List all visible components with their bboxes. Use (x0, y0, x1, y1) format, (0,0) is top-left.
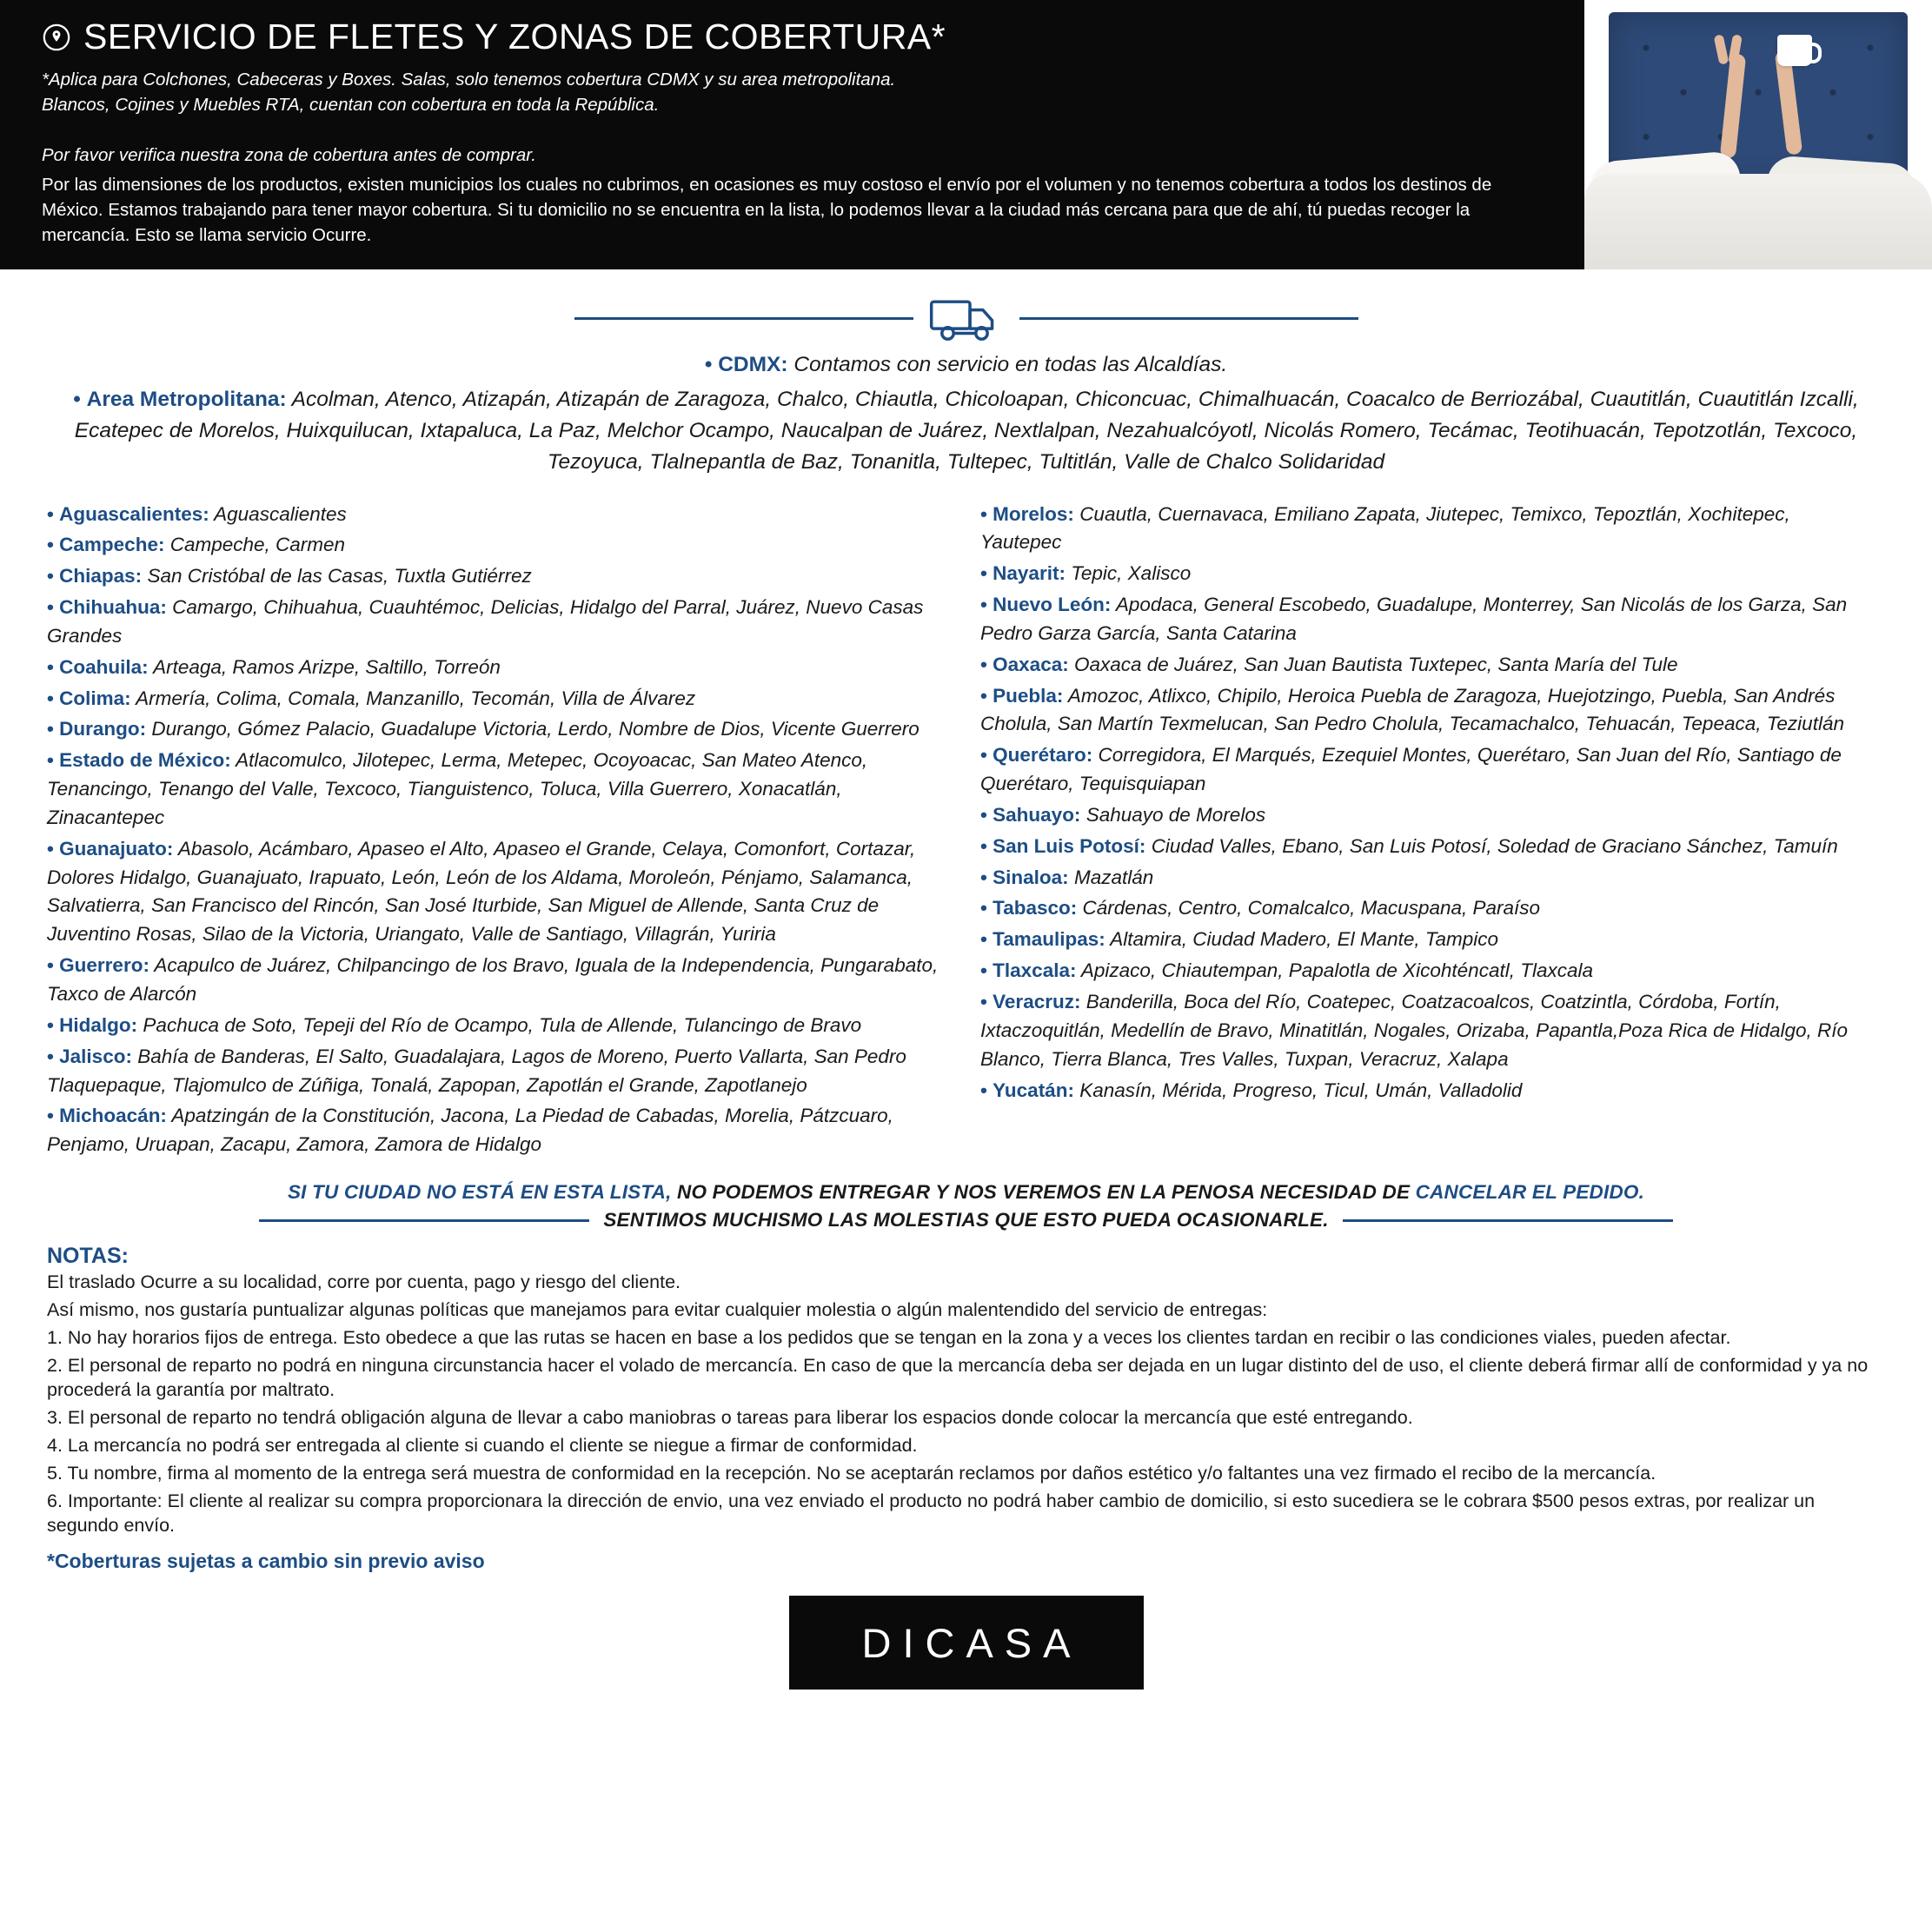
hand-peace-graphic (1715, 35, 1744, 66)
bullet: • (47, 565, 54, 588)
metro-entry (49, 384, 1883, 478)
state-cities: Banderilla, Boca del Río, Coatepec, Coatzacoalcos, Coatzintla, Córdoba, Fortín, Ixtaczoquitlán, Medellín de Bravo, Minatitlán, Nogales, Orizaba, Papantla,Poza Rica de Hidalgo, Río Blanco, Tierra Blanca, Tres Valles, Tuxpan, Veracruz, Xalapa (980, 991, 1849, 1070)
cdmx-entry (49, 349, 1883, 381)
state-label: Durango: (59, 718, 147, 740)
coverage-entry (47, 654, 942, 682)
state-cities: Acapulco de Juárez, Chilpancingo de los Bravo, Iguala de la Independencia, Pungarabato, Taxco de Alarcón (47, 954, 939, 1006)
state-label: Colima: (59, 687, 131, 709)
bullet: • (980, 991, 987, 1013)
coverage-entry (47, 501, 942, 529)
cdmx-coverage-block (0, 349, 1932, 478)
note-item: 3. El personal de reparto no tendrá obligación alguna de llevar a cabo maniobras o tareas para liberar los espacios donde colocar la mercancía que esté entregando. (47, 1406, 1413, 1428)
state-label: Hidalgo: (59, 1013, 138, 1036)
notes-intro-2: Así mismo, nos gustaría puntualizar algunas políticas que manejamos para evitar cualquier molestia o algún malentendido del servicio de entregas: (47, 1299, 1268, 1321)
coverage-entry (47, 685, 942, 714)
coverage-entry (980, 591, 1876, 648)
delivery-truck-icon (929, 292, 1004, 344)
state-cities: Kanasín, Mérida, Progreso, Ticul, Umán, Valladolid (1079, 1079, 1523, 1101)
coverage-entry (980, 926, 1876, 954)
notes-intro-1: El traslado Ocurre a su localidad, corre por cuenta, pago y riesgo del cliente. (47, 1271, 681, 1293)
truck-divider (0, 292, 1932, 344)
coverage-entry (47, 835, 942, 949)
metro-label: Area Metropolitana: (86, 387, 287, 411)
state-label: Oaxaca: (993, 653, 1069, 675)
state-cities: Ciudad Valles, Ebano, San Luis Potosí, Soledad de Graciano Sánchez, Tamuín (1151, 834, 1838, 857)
state-cities: Corregidora, El Marqués, Ezequiel Montes, Querétaro, San Juan del Río, Santiago de Querétaro, Tequisquiapan (980, 744, 1842, 795)
divider-line-right (1019, 317, 1358, 320)
state-cities: Aguascalientes (214, 502, 347, 525)
state-cities: Arteaga, Ramos Arizpe, Saltillo, Torreón (153, 655, 501, 678)
header-body-text: Por las dimensiones de los productos, existen municipios los cuales no cubrimos, en ocasiones es muy costoso el envío por el volumen y no tenemos cobertura a todos los destinos de México. Estamos trabajando para tener mayor cobertura. Si tu domicilio no se encuentra en la lista, lo podemos llevar a la ciudad más cercana para que de ahí, tú puedas recoger la mercancía. Esto se llama servicio Ocurre. (42, 174, 1492, 246)
state-label: Veracruz: (993, 991, 1081, 1013)
coverage-entry (980, 560, 1876, 588)
coverage-entry (47, 715, 942, 744)
bullet: • (980, 928, 987, 951)
state-label: Aguascalientes: (59, 502, 209, 525)
state-cities: Camargo, Chihuahua, Cuauhtémoc, Delicias, Hidalgo del Parral, Juárez, Nuevo Casas Grandes (47, 596, 924, 647)
page-title: SERVICIO DE FLETES Y ZONAS DE COBERTURA* (83, 17, 946, 56)
state-cities: Mazatlán (1073, 866, 1154, 888)
state-cities: Campeche, Carmen (169, 534, 346, 556)
state-cities: Pachuca de Soto, Tepeji del Río de Ocampo, Tula de Allende, Tulancingo de Bravo (143, 1013, 862, 1036)
state-label: Puebla: (993, 684, 1064, 707)
bullet: • (47, 596, 54, 619)
warning-rule-right (1343, 1219, 1673, 1222)
bullet: • (980, 1079, 987, 1101)
state-cities: Bahía de Banderas, El Salto, Guadalajara, Lagos de Moreno, Puerto Vallarta, San Pedro Tlaquepaque, Tlajomulco de Zúñiga, Tonalá, Zapopan, Zapotlán el Grande, Zapotlanejo (47, 1045, 906, 1096)
coverage-entry (980, 957, 1876, 986)
bullet: • (47, 837, 54, 860)
warning-apology: SENTIMOS MUCHISMO LAS MOLESTIAS QUE ESTO PUEDA OCASIONARLE. (603, 1209, 1329, 1232)
coverage-entry (47, 952, 942, 1009)
coverage-disclaimer: *Coberturas sujetas a cambio sin previo aviso (47, 1550, 485, 1573)
header-banner (0, 0, 1932, 269)
state-label: Nuevo León: (993, 594, 1112, 616)
state-label: Chihuahua: (59, 596, 167, 619)
note-item: 6. Importante: El cliente al realizar su compra proporcionara la dirección de envio, una vez enviado el producto no podrá haber cambio de domicilio, si esto sucediera se le cobrara $500 pesos extras, por realizar un segundo envío. (47, 1490, 1816, 1536)
bullet: • (47, 1045, 54, 1067)
bullet: • (980, 897, 987, 920)
coverage-entry (47, 1012, 942, 1040)
bullet: • (73, 387, 81, 411)
state-label: Jalisco: (59, 1045, 132, 1067)
state-cities: Tepic, Xalisco (1071, 562, 1192, 585)
state-cities: Apodaca, General Escobedo, Guadalupe, Monterrey, San Nicolás de los Garza, San Pedro Garza García, Santa Catarina (980, 594, 1848, 644)
bullet: • (47, 1013, 54, 1036)
state-cities: Altamira, Ciudad Madero, El Mante, Tampico (1110, 928, 1499, 951)
divider-line-left (574, 317, 913, 320)
bullet: • (980, 502, 987, 525)
state-label: Sinaloa: (993, 866, 1069, 888)
bullet: • (47, 655, 54, 678)
map-pin-icon (42, 23, 71, 52)
header-subtitle-line2: Blancos, Cojines y Muebles RTA, cuentan con cobertura en toda la República. (42, 95, 660, 116)
state-cities: Oaxaca de Juárez, San Juan Bautista Tuxtepec, Santa María del Tule (1073, 653, 1678, 675)
state-cities: Atlacomulco, Jilotepec, Lerma, Metepec, Ocoyoacac, San Mateo Atenco, Tenancingo, Tenango del Valle, Texcoco, Tianguistenco, Toluca, Villa Guerrero, Xonacatlán, Zinacantepec (47, 749, 868, 828)
coverage-entry (980, 501, 1876, 558)
coverage-column-left (47, 501, 942, 1163)
dicasa-logo: DICASA (789, 1596, 1144, 1690)
state-label: Morelos: (993, 502, 1074, 525)
bedding-graphic (1584, 174, 1932, 269)
warning-banner (0, 1181, 1932, 1232)
coverage-entry (980, 833, 1876, 861)
warning-line-1 (35, 1181, 1897, 1204)
coverage-entry (47, 531, 942, 560)
state-cities: Armería, Colima, Comala, Manzanillo, Tecomán, Villa de Álvarez (136, 687, 696, 709)
coverage-entry (980, 682, 1876, 740)
warning-part-2: NO PODEMOS ENTREGAR Y NOS VEREMOS EN LA PENOSA NECESIDAD DE (671, 1181, 1416, 1204)
coverage-entry (980, 988, 1876, 1074)
coverage-entry (980, 864, 1876, 893)
coverage-entry (980, 894, 1876, 923)
state-label: San Luis Potosí: (993, 834, 1146, 857)
coverage-entry (47, 562, 942, 591)
state-cities: Amozoc, Atlixco, Chipilo, Heroica Puebla de Zaragoza, Huejotzingo, Puebla, San Andrés Cholula, San Martín Texmelucan, San Pedro Cholula, Tecamachalco, Tehuacán, Tepeaca, Teziutlán (980, 684, 1844, 735)
footer (0, 1596, 1932, 1690)
state-label: Guanajuato: (59, 837, 174, 860)
bullet: • (47, 1105, 54, 1127)
bullet: • (47, 954, 54, 977)
state-cities: Abasolo, Acámbaro, Apaseo el Alto, Apaseo el Grande, Celaya, Comonfort, Cortazar, Dolores Hidalgo, Guanajuato, Irapuato, León, León de los Aldama, Moroleón, Pénjamo, Salamanca, Salvatierra, San Francisco del Rincón, San José Iturbide, San Miguel de Allende, Santa Cruz de Juventino Rosas, Silao de la Victoria, Uriangato, Valle de Santiago, Villagrán, Yuriria (47, 837, 916, 946)
coverage-entry (980, 1077, 1876, 1105)
coverage-entry (980, 651, 1876, 680)
note-item: 5. Tu nombre, firma al momento de la entrega será muestra de conformidad en la recepción. No se aceptarán reclamos por daños estético y/o faltantes una vez firmado el recibo de la mercancía. (47, 1462, 1656, 1484)
state-label: Querétaro: (993, 744, 1093, 767)
state-cities: San Cristóbal de las Casas, Tuxtla Gutiérrez (147, 565, 532, 588)
state-label: Michoacán: (59, 1105, 167, 1127)
state-label: Yucatán: (993, 1079, 1074, 1101)
bedroom-photo (1584, 0, 1932, 269)
bullet: • (980, 744, 987, 767)
note-item: 1. No hay horarios fijos de entrega. Esto obedece a que las rutas se hacen en base a los pedidos que se tengan en la zona y a veces los clientes tardan en recibir o las condiciones viales, pueden afectar. (47, 1326, 1731, 1348)
metro-value: Acolman, Atenco, Atizapán, Atizapán de Zaragoza, Chalco, Chiautla, Chicoloapan, Chiconcuac, Chimalhuacán, Coacalco de Berriozábal, Cuautitlán, Cuautitlán Izcalli, Ecatepec de Morelos, Huixquilucan, Ixtapaluca, La Paz, Melchor Ocampo, Naucalpan de Juárez, Nextlalpan, Nezahualcóyotl, Nicolás Romero, Tecámac, Teotihuacán, Tepotzotlán, Texcoco, Tezoyuca, Tlalnepantla de Baz, Tonanitla, Tultepec, Tultitlán, Valle de Chalco Solidaridad (74, 387, 1859, 474)
bullet: • (980, 866, 987, 888)
header-subtitle-line1: *Aplica para Colchones, Cabeceras y Boxes. Salas, solo tenemos cobertura CDMX y su area metropolitana. (42, 70, 896, 90)
bullet: • (980, 803, 987, 826)
cdmx-value: Contamos con servicio en todas las Alcaldías. (793, 353, 1228, 376)
bullet: • (47, 687, 54, 709)
warning-rule-left (259, 1219, 589, 1222)
state-label: Chiapas: (59, 565, 143, 588)
warning-part-1: SI TU CIUDAD NO ESTÁ EN ESTA LISTA, (287, 1181, 672, 1204)
state-cities: Durango, Gómez Palacio, Guadalupe Victoria, Lerdo, Nombre de Dios, Vicente Guerrero (151, 718, 920, 740)
coverage-entry (980, 741, 1876, 799)
bullet: • (980, 562, 987, 585)
coffee-mug-graphic (1777, 35, 1812, 66)
coverage-entry (980, 801, 1876, 830)
note-item: 4. La mercancía no podrá ser entregada al cliente si cuando el cliente se niegue a firmar de conformidad. (47, 1434, 918, 1456)
state-cities: Cuautla, Cuernavaca, Emiliano Zapata, Jiutepec, Temixco, Tepoztlán, Xochitepec, Yautepec (980, 502, 1790, 554)
state-label: Sahuayo: (993, 803, 1081, 826)
state-label: Estado de México: (59, 749, 231, 772)
bullet: • (980, 834, 987, 857)
state-label: Tlaxcala: (993, 959, 1077, 982)
coverage-columns (0, 478, 1932, 1163)
bullet: • (980, 653, 987, 675)
bullet: • (47, 749, 54, 772)
coverage-entry (47, 1043, 942, 1100)
warning-line-2 (35, 1209, 1897, 1232)
state-cities: Sahuayo de Morelos (1086, 803, 1266, 826)
bullet: • (980, 684, 987, 707)
bullet: • (980, 959, 987, 982)
cdmx-label: CDMX: (718, 353, 788, 376)
state-label: Campeche: (59, 534, 165, 556)
bullet: • (47, 502, 54, 525)
state-cities: Apatzingán de la Constitución, Jacona, La Piedad de Cabadas, Morelia, Pátzcuaro, Penjamo, Uruapan, Zacapu, Zamora, Zamora de Hidalgo (47, 1105, 893, 1156)
state-cities: Apizaco, Chiautempan, Papalotla de Xicohténcatl, Tlaxcala (1080, 959, 1593, 982)
coverage-entry (47, 594, 942, 651)
coverage-column-right (980, 501, 1876, 1108)
state-cities: Cárdenas, Centro, Comalcalco, Macuspana, Paraíso (1082, 897, 1541, 920)
note-item: 2. El personal de reparto no podrá en ninguna circunstancia hacer el volado de mercancía. En caso de que la mercancía deba ser dejada en un lugar distinto del de uso, el cliente deberá firmar allí de conformidad y ya no procederá la garantía por maltrato. (47, 1354, 1869, 1400)
coverage-entry (47, 1102, 942, 1159)
notes-title: NOTAS: (47, 1244, 129, 1269)
bullet: • (47, 534, 54, 556)
state-label: Guerrero: (59, 954, 149, 977)
warning-part-3: CANCELAR EL PEDIDO. (1415, 1181, 1645, 1204)
header-subtitle (42, 67, 1519, 117)
coverage-entry (47, 747, 942, 833)
state-label: Tabasco: (993, 897, 1078, 920)
bullet: • (704, 353, 713, 376)
notes-section (0, 1232, 1932, 1573)
header-verify-text: Por favor verifica nuestra zona de cobertura antes de comprar. (42, 145, 536, 166)
bullet: • (47, 718, 54, 740)
state-label: Coahuila: (59, 655, 149, 678)
state-label: Tamaulipas: (993, 928, 1105, 951)
state-label: Nayarit: (993, 562, 1066, 585)
bullet: • (980, 594, 987, 616)
